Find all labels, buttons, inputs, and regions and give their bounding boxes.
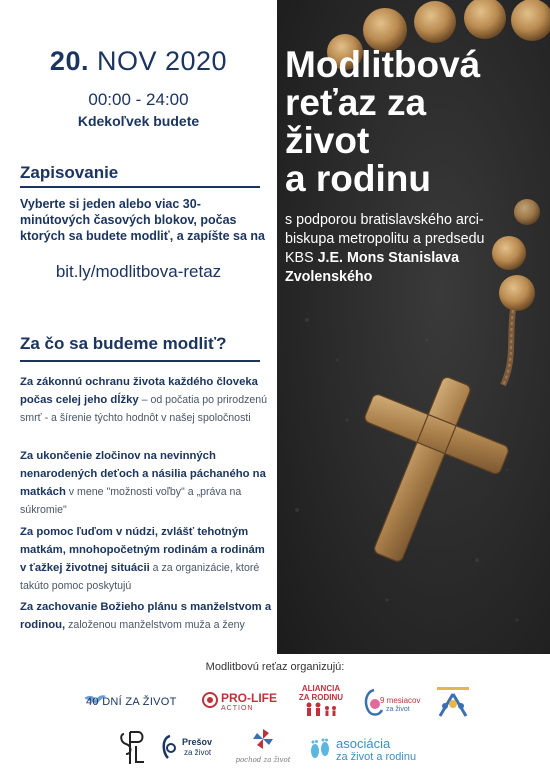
logo-presov-line1: Prešov <box>182 737 213 747</box>
logo-40-dni[interactable] <box>82 690 182 714</box>
signup-divider <box>20 186 260 188</box>
prayers-divider <box>20 360 260 362</box>
spl-monogram-icon <box>118 730 146 766</box>
prayer-item-rest: v mene "možnosti voľby" a „práva na súkromie" <box>20 486 242 516</box>
logo-pochod[interactable] <box>232 728 294 768</box>
prayer-item-bold: Za pomoc ľuďom v núdzi, zvlášť tehotným matkám, mnohopočetným rodinám a rodinám v ťažkej životnej situácii <box>20 526 265 574</box>
hero-title-line: reťaz za <box>285 82 427 123</box>
prayer-item <box>20 373 272 427</box>
logo-presov[interactable] <box>160 734 220 764</box>
family-emblem-icon <box>435 686 471 720</box>
logo-asociacia[interactable] <box>308 738 443 764</box>
event-time: 00:00 - 24:00 <box>88 90 189 109</box>
signup-text: Vyberte si jeden alebo viac 30-minútových časových blokov, počas ktorých sa budete modliť, a zapíšte sa na <box>20 197 265 243</box>
prayer-item-rest: a za organizácie, ktoré takúto pomoc poskytujú <box>20 562 260 592</box>
hero-subtitle-prefix: KBS <box>285 250 318 266</box>
hero-title <box>285 46 547 198</box>
prayer-item-bold: Za ukončenie zločinov na nevinných nenarodených deťoch a násilia páchaného na matkách <box>20 450 266 498</box>
prayer-item-rest: založenou manželstvom muža a ženy <box>65 619 245 631</box>
logo-prolife[interactable] <box>202 690 282 720</box>
hero-photo <box>277 0 550 654</box>
prayers-title: Za čo sa budeme modliť? <box>20 334 227 353</box>
event-date <box>0 46 277 77</box>
event-location: Kdekoľvek budete <box>77 113 200 129</box>
logo-spl-monogram[interactable] <box>118 730 146 766</box>
hero-subtitle-name: J.E. Mons Stanislava Zvolenského <box>285 250 460 285</box>
hero-subtitle-line: s podporou bratislavského arci- <box>285 212 484 228</box>
hero-subtitle-line <box>285 249 547 287</box>
logo-40-dni-text: 40 DNÍ ZA ŽIVOT <box>86 696 177 708</box>
family-icon <box>301 702 341 716</box>
signup-title: Zapisovanie <box>20 163 119 182</box>
hero-subtitle <box>285 211 547 287</box>
left-column <box>0 0 277 654</box>
footprints-icon <box>308 738 332 760</box>
logo-family-emblem[interactable] <box>435 686 471 720</box>
prayer-item-bold: Za zachovanie Božieho plánu s manželstvom a rodinou, <box>20 601 272 631</box>
signup-link[interactable]: bit.ly/modlitbova-retaz <box>55 262 222 281</box>
organizers-footer <box>0 654 550 778</box>
logo-aliancia-line2: ZA RODINU <box>298 693 344 702</box>
logo-aliancia-line1: ALIANCIA <box>301 684 341 693</box>
logo-mesiacov-line1: 9 mesiacov <box>380 696 421 705</box>
logo-prolife-main: PRO-LIFE <box>221 691 277 705</box>
prayer-item-rest: – od počatia po prirodzenú smrť - a šírenie týchto hodnôt v našej spoločnosti <box>20 394 268 424</box>
hero-title-line: život <box>285 120 370 161</box>
logo-9-mesiacov[interactable] <box>362 686 422 726</box>
hero-subtitle-line: biskupa metropolitu a predsedu <box>285 231 485 247</box>
logo-prolife-sub: ACTION <box>221 705 254 712</box>
logo-presov-line2: za život <box>184 748 212 757</box>
prayer-item-bold: Za zákonnú ochranu života každého človeka počas celej jeho dĺžky <box>20 376 258 406</box>
prayer-item <box>20 523 272 595</box>
hero-title-line: a rodinu <box>285 158 431 199</box>
organizers-label: Modlitbovú reťaz organizujú: <box>205 661 345 673</box>
prayer-item <box>20 447 272 519</box>
event-day: 20. <box>49 46 89 76</box>
hero-title-line: Modlitbová <box>285 44 481 85</box>
presov-icon <box>160 734 180 760</box>
prolife-icon <box>202 692 218 708</box>
logo-pochod-text: pochod za život <box>235 756 291 764</box>
logo-aliancia[interactable] <box>296 684 346 724</box>
prayer-item <box>20 598 272 634</box>
event-month-year: NOV 2020 <box>96 46 228 76</box>
logo-asociacia-line2: za život a rodinu <box>336 751 417 763</box>
logo-asociacia-line1: asociácia <box>336 736 391 751</box>
pinwheel-icon <box>252 728 274 750</box>
logo-mesiacov-line2: za život <box>386 706 410 713</box>
